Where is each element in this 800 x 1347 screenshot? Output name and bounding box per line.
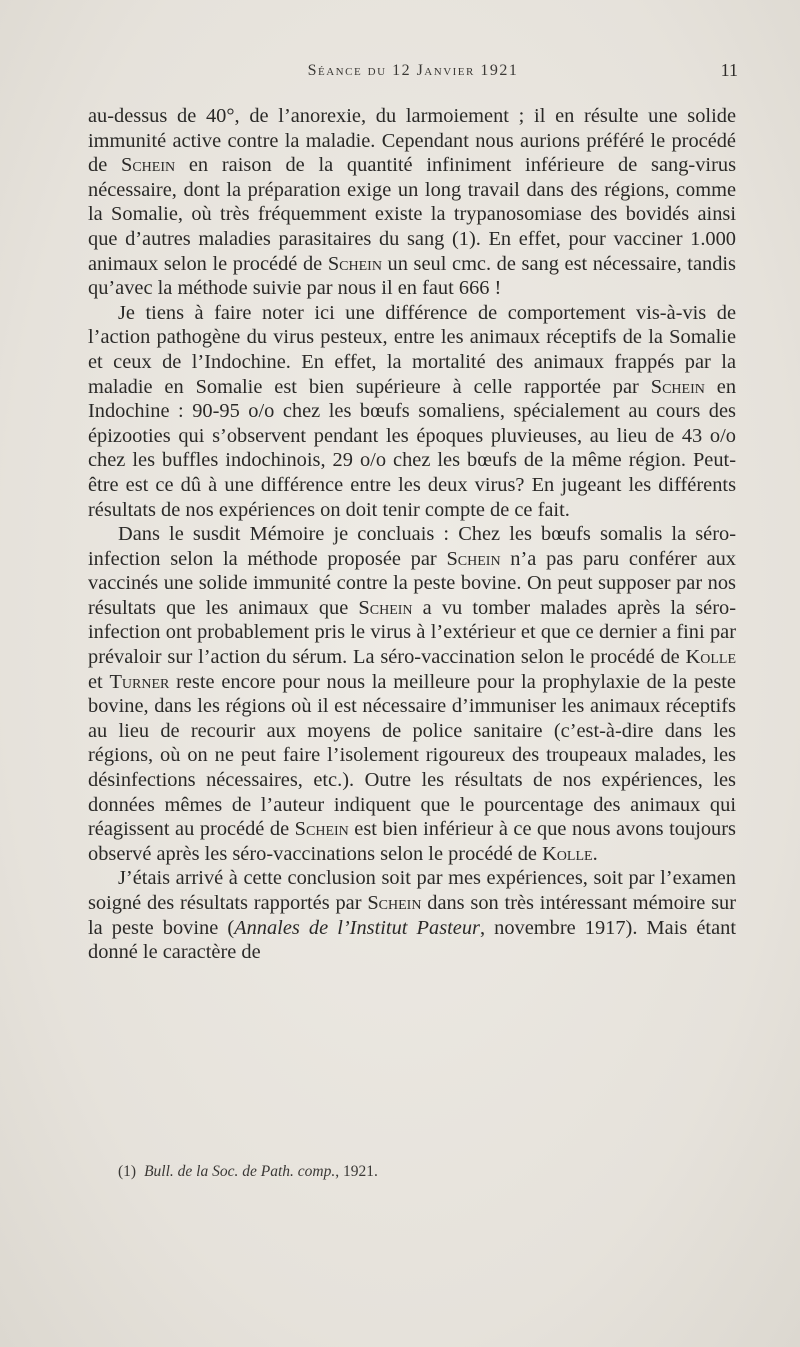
author-name: Turner xyxy=(109,670,170,693)
author-name: Schein xyxy=(650,375,705,398)
text-run: est bien inférieur à ce que nous avons toujours observé après les séro-vaccinations selon le procédé de xyxy=(88,818,736,865)
text-run: au-dessus de 40°, de l’anorexie, du larmoiement ; il en résulte une solide immunité active contre la maladie. Cependant nous aurions préféré le procédé de xyxy=(88,105,736,177)
text-run: n’a pas paru conférer aux vaccinés une solide immunité contre la peste bovine. On peut supposer par nos résultats que les animaux que xyxy=(88,547,737,619)
text-run: dans son très intéressant mémoire sur la peste bovine ( xyxy=(88,892,737,939)
footnote-citation: Bull. de la Soc. de Path. comp. xyxy=(144,1163,336,1180)
text-run: en raison de la quantité infiniment inférieure de sang-virus nécessaire, dont la préparation exige un long travail dans des régions, comme la Somalie, où très fréquemment existe la trypanosomiase des bovidés ainsi que d’autres maladies parasitaires du sang (1). En effet, pour vacciner 1.000 animaux selon le procédé de xyxy=(88,154,737,275)
author-name: Schein xyxy=(358,596,413,619)
body-text xyxy=(88,104,736,965)
page-number: 11 xyxy=(720,60,738,80)
paragraph xyxy=(88,866,736,964)
footnote xyxy=(118,1163,738,1181)
paragraph xyxy=(88,301,736,522)
author-name: Kolle xyxy=(685,646,736,669)
text-run: , novembre 1917). Mais étant donné le caractère de xyxy=(88,916,736,964)
text-run: Dans le susdit Mémoire je concluais : Chez les bœufs somalis la séro-infection selon la méthode proposée par xyxy=(88,523,736,570)
author-name: Schein xyxy=(327,252,382,275)
author-name: Schein xyxy=(367,892,422,914)
text-run: . xyxy=(592,842,598,865)
text-run: reste encore pour nous la meilleure pour la prophylaxie de la peste bovine, dans les régions où il est nécessaire d’immuniser les animaux réceptifs au lieu de recourir aux moyens de police sanitaire (c’est-à-dire dans les régions, où on ne peut faire l’isolement rigoureux des troupeaux malades, les désinfections nécessaires, etc.). Outre les résultats de nos expériences, les données mêmes de l’auteur indiquent que le pourcentage des animaux qui réagissent au procédé de xyxy=(88,670,736,841)
author-name: Schein xyxy=(294,818,349,841)
author-name: Kolle xyxy=(542,842,593,865)
journal-title: Annales de l’Institut Pasteur xyxy=(234,916,480,939)
text-run: un seul cmc. de sang est nécessaire, tandis qu’avec la méthode suivie par nous il en faut 666 ! xyxy=(88,252,736,300)
text-run: en Indochine : 90-95 o/o chez les bœufs somaliens, spécialement au cours des épizooties qui s’observent pendant les époques pluvieuses, au lieu de 43 o/o chez les buffles indochinois, 29 o/o chez les bœufs de la même région. Peut-être est ce dû à une différence entre les deux virus? En jugeant les différents résultats de nos expériences on doit tenir compte de ce fait. xyxy=(88,375,737,521)
text-run: a vu tomber malades après la séro-infection ont probablement pris le virus à l’extérieur et que ce dernier a fini par prévaloir sur l’action du sérum. La séro-vaccination selon le procédé de xyxy=(88,596,737,669)
running-title: Séance du 12 Janvier 1921 xyxy=(307,62,519,79)
paragraph xyxy=(88,522,736,866)
text-run: Je tiens à faire noter ici une différence de comportement vis-à-vis de l’action pathogène du virus pesteux, entre les animaux réceptifs de la Somalie et ceux de l’Indochine. En effet, la mortalité des animaux frappés par la maladie en Somalie est bien supérieure à celle rapportée par xyxy=(88,301,736,398)
author-name: Schein xyxy=(121,154,176,177)
text-run: et xyxy=(88,670,110,693)
text-run: J’étais arrivé à cette conclusion soit par mes expériences, soit par l’examen soigné des résultats rapportés par xyxy=(88,867,736,914)
page-header xyxy=(88,62,738,86)
footnote-year: , 1921. xyxy=(335,1163,378,1180)
author-name: Schein xyxy=(446,547,501,570)
paragraph xyxy=(88,104,736,301)
footnote-marker: (1) xyxy=(118,1163,137,1180)
